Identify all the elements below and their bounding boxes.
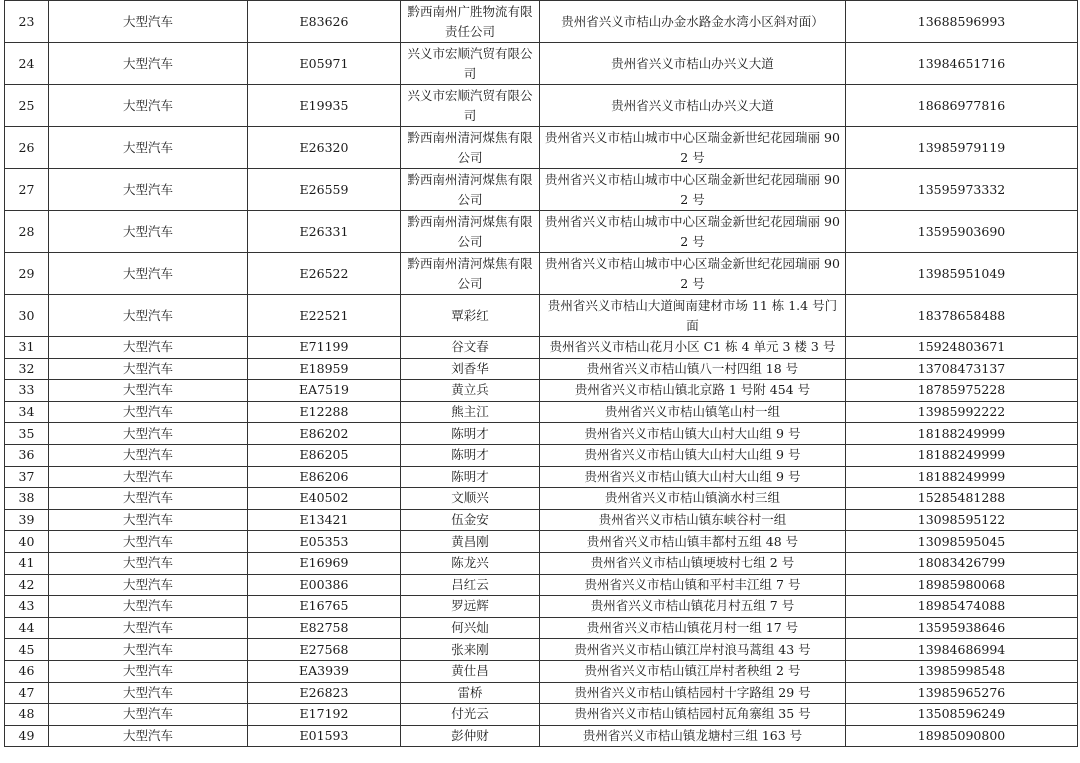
plate-number: E83626 bbox=[248, 1, 401, 43]
vehicle-type: 大型汽车 bbox=[49, 531, 248, 553]
vehicle-type: 大型汽车 bbox=[49, 596, 248, 618]
owner-address: 贵州省兴义市桔山镇八一村四组 18 号 bbox=[540, 358, 846, 380]
owner-name: 黄昌刚 bbox=[401, 531, 540, 553]
vehicle-type: 大型汽车 bbox=[49, 358, 248, 380]
plate-number: E26331 bbox=[248, 211, 401, 253]
phone-number: 18083426799 bbox=[846, 552, 1078, 574]
vehicle-type: 大型汽车 bbox=[49, 552, 248, 574]
row-number: 43 bbox=[5, 596, 49, 618]
owner-address: 贵州省兴义市桔山城市中心区瑞金新世纪花园瑞丽 902 号 bbox=[540, 253, 846, 295]
plate-number: EA3939 bbox=[248, 660, 401, 682]
vehicle-type: 大型汽车 bbox=[49, 488, 248, 510]
row-number: 47 bbox=[5, 682, 49, 704]
vehicle-registry-table bbox=[4, 0, 1078, 747]
row-number: 48 bbox=[5, 704, 49, 726]
owner-address: 贵州省兴义市桔山镇江岸村浪马蒿组 43 号 bbox=[540, 639, 846, 661]
row-number: 23 bbox=[5, 1, 49, 43]
owner-name: 黄立兵 bbox=[401, 380, 540, 402]
table-row bbox=[5, 596, 1078, 618]
row-number: 34 bbox=[5, 401, 49, 423]
plate-number: E22521 bbox=[248, 295, 401, 337]
plate-number: E26320 bbox=[248, 127, 401, 169]
table-row bbox=[5, 617, 1078, 639]
table-row bbox=[5, 660, 1078, 682]
plate-number: E13421 bbox=[248, 509, 401, 531]
plate-number: E17192 bbox=[248, 704, 401, 726]
owner-name: 黄仕昌 bbox=[401, 660, 540, 682]
table-row bbox=[5, 704, 1078, 726]
table-row bbox=[5, 358, 1078, 380]
row-number: 25 bbox=[5, 85, 49, 127]
table-row bbox=[5, 401, 1078, 423]
owner-address: 贵州省兴义市桔山镇埂坡村七组 2 号 bbox=[540, 552, 846, 574]
phone-number: 13708473137 bbox=[846, 358, 1078, 380]
owner-address: 贵州省兴义市桔山办兴义大道 bbox=[540, 43, 846, 85]
plate-number: E27568 bbox=[248, 639, 401, 661]
table-row bbox=[5, 380, 1078, 402]
owner-name: 覃彩红 bbox=[401, 295, 540, 337]
row-number: 38 bbox=[5, 488, 49, 510]
plate-number: E82758 bbox=[248, 617, 401, 639]
vehicle-type: 大型汽车 bbox=[49, 337, 248, 359]
row-number: 46 bbox=[5, 660, 49, 682]
owner-address: 贵州省兴义市桔山镇丰都村五组 48 号 bbox=[540, 531, 846, 553]
vehicle-type: 大型汽车 bbox=[49, 43, 248, 85]
table-body bbox=[5, 1, 1078, 747]
row-number: 29 bbox=[5, 253, 49, 295]
vehicle-type: 大型汽车 bbox=[49, 466, 248, 488]
row-number: 33 bbox=[5, 380, 49, 402]
owner-address: 贵州省兴义市桔山镇大山村大山组 9 号 bbox=[540, 423, 846, 445]
table-row bbox=[5, 639, 1078, 661]
phone-number: 18686977816 bbox=[846, 85, 1078, 127]
plate-number: E86202 bbox=[248, 423, 401, 445]
phone-number: 13508596249 bbox=[846, 704, 1078, 726]
phone-number: 15285481288 bbox=[846, 488, 1078, 510]
row-number: 45 bbox=[5, 639, 49, 661]
table-row bbox=[5, 211, 1078, 253]
owner-name: 陈明才 bbox=[401, 466, 540, 488]
vehicle-type: 大型汽车 bbox=[49, 639, 248, 661]
phone-number: 18188249999 bbox=[846, 466, 1078, 488]
owner-address: 贵州省兴义市桔山城市中心区瑞金新世纪花园瑞丽 902 号 bbox=[540, 211, 846, 253]
table-row bbox=[5, 295, 1078, 337]
phone-number: 18985474088 bbox=[846, 596, 1078, 618]
table-row bbox=[5, 682, 1078, 704]
owner-name: 罗远辉 bbox=[401, 596, 540, 618]
plate-number: E40502 bbox=[248, 488, 401, 510]
table-row bbox=[5, 43, 1078, 85]
owner-address: 贵州省兴义市桔山城市中心区瑞金新世纪花园瑞丽 902 号 bbox=[540, 169, 846, 211]
owner-name: 黔西南州清河煤焦有限公司 bbox=[401, 211, 540, 253]
table-row bbox=[5, 552, 1078, 574]
plate-number: E01593 bbox=[248, 725, 401, 747]
phone-number: 13595938646 bbox=[846, 617, 1078, 639]
vehicle-type: 大型汽车 bbox=[49, 725, 248, 747]
plate-number: E71199 bbox=[248, 337, 401, 359]
phone-number: 18985980068 bbox=[846, 574, 1078, 596]
owner-name: 伍金安 bbox=[401, 509, 540, 531]
plate-number: E18959 bbox=[248, 358, 401, 380]
row-number: 37 bbox=[5, 466, 49, 488]
vehicle-type: 大型汽车 bbox=[49, 380, 248, 402]
vehicle-type: 大型汽车 bbox=[49, 295, 248, 337]
phone-number: 13098595045 bbox=[846, 531, 1078, 553]
phone-number: 18985090800 bbox=[846, 725, 1078, 747]
phone-number: 13098595122 bbox=[846, 509, 1078, 531]
vehicle-type: 大型汽车 bbox=[49, 704, 248, 726]
vehicle-type: 大型汽车 bbox=[49, 423, 248, 445]
table-row bbox=[5, 127, 1078, 169]
phone-number: 13985965276 bbox=[846, 682, 1078, 704]
table-row bbox=[5, 466, 1078, 488]
vehicle-type: 大型汽车 bbox=[49, 127, 248, 169]
phone-number: 18188249999 bbox=[846, 423, 1078, 445]
owner-address: 贵州省兴义市桔山镇花月村五组 7 号 bbox=[540, 596, 846, 618]
vehicle-type: 大型汽车 bbox=[49, 85, 248, 127]
table-row bbox=[5, 1, 1078, 43]
row-number: 44 bbox=[5, 617, 49, 639]
phone-number: 13985951049 bbox=[846, 253, 1078, 295]
plate-number: E19935 bbox=[248, 85, 401, 127]
plate-number: E16765 bbox=[248, 596, 401, 618]
vehicle-type: 大型汽车 bbox=[49, 682, 248, 704]
vehicle-type: 大型汽车 bbox=[49, 169, 248, 211]
phone-number: 13595973332 bbox=[846, 169, 1078, 211]
plate-number: E26823 bbox=[248, 682, 401, 704]
phone-number: 13985979119 bbox=[846, 127, 1078, 169]
owner-name: 兴义市宏顺汽贸有限公司 bbox=[401, 43, 540, 85]
owner-name: 雷桥 bbox=[401, 682, 540, 704]
owner-address: 贵州省兴义市桔山大道闽南建材市场 11 栋 1.4 号门面 bbox=[540, 295, 846, 337]
plate-number: E12288 bbox=[248, 401, 401, 423]
phone-number: 15924803671 bbox=[846, 337, 1078, 359]
row-number: 41 bbox=[5, 552, 49, 574]
owner-name: 黔西南州广胜物流有限责任公司 bbox=[401, 1, 540, 43]
owner-name: 吕红云 bbox=[401, 574, 540, 596]
vehicle-type: 大型汽车 bbox=[49, 253, 248, 295]
phone-number: 13688596993 bbox=[846, 1, 1078, 43]
table-row bbox=[5, 488, 1078, 510]
owner-address: 贵州省兴义市桔山镇龙塘村三组 163 号 bbox=[540, 725, 846, 747]
owner-name: 陈明才 bbox=[401, 423, 540, 445]
phone-number: 13984651716 bbox=[846, 43, 1078, 85]
phone-number: 13985992222 bbox=[846, 401, 1078, 423]
owner-address: 贵州省兴义市桔山镇桔园村十字路组 29 号 bbox=[540, 682, 846, 704]
row-number: 26 bbox=[5, 127, 49, 169]
plate-number: E00386 bbox=[248, 574, 401, 596]
row-number: 36 bbox=[5, 444, 49, 466]
owner-address: 贵州省兴义市桔山花月小区 C1 栋 4 单元 3 楼 3 号 bbox=[540, 337, 846, 359]
owner-address: 贵州省兴义市桔山镇桔园村瓦角寨组 35 号 bbox=[540, 704, 846, 726]
owner-name: 文顺兴 bbox=[401, 488, 540, 510]
owner-name: 陈龙兴 bbox=[401, 552, 540, 574]
owner-name: 何兴灿 bbox=[401, 617, 540, 639]
table-row bbox=[5, 423, 1078, 445]
vehicle-type: 大型汽车 bbox=[49, 211, 248, 253]
table-row bbox=[5, 574, 1078, 596]
plate-number: EA7519 bbox=[248, 380, 401, 402]
row-number: 49 bbox=[5, 725, 49, 747]
owner-name: 熊主江 bbox=[401, 401, 540, 423]
owner-address: 贵州省兴义市桔山镇大山村大山组 9 号 bbox=[540, 466, 846, 488]
row-number: 39 bbox=[5, 509, 49, 531]
owner-name: 陈明才 bbox=[401, 444, 540, 466]
owner-name: 黔西南州清河煤焦有限公司 bbox=[401, 127, 540, 169]
phone-number: 18188249999 bbox=[846, 444, 1078, 466]
vehicle-type: 大型汽车 bbox=[49, 574, 248, 596]
owner-name: 张来刚 bbox=[401, 639, 540, 661]
row-number: 27 bbox=[5, 169, 49, 211]
plate-number: E05971 bbox=[248, 43, 401, 85]
table-row bbox=[5, 444, 1078, 466]
owner-address: 贵州省兴义市桔山镇东峡谷村一组 bbox=[540, 509, 846, 531]
phone-number: 13984686994 bbox=[846, 639, 1078, 661]
phone-number: 13985998548 bbox=[846, 660, 1078, 682]
owner-address: 贵州省兴义市桔山镇笔山村一组 bbox=[540, 401, 846, 423]
plate-number: E26559 bbox=[248, 169, 401, 211]
owner-address: 贵州省兴义市桔山镇滴水村三组 bbox=[540, 488, 846, 510]
table-row bbox=[5, 509, 1078, 531]
plate-number: E26522 bbox=[248, 253, 401, 295]
table-row bbox=[5, 725, 1078, 747]
table-row bbox=[5, 337, 1078, 359]
owner-name: 付光云 bbox=[401, 704, 540, 726]
vehicle-type: 大型汽车 bbox=[49, 509, 248, 531]
plate-number: E16969 bbox=[248, 552, 401, 574]
vehicle-type: 大型汽车 bbox=[49, 617, 248, 639]
owner-address: 贵州省兴义市桔山办兴义大道 bbox=[540, 85, 846, 127]
vehicle-type: 大型汽车 bbox=[49, 444, 248, 466]
table-row bbox=[5, 531, 1078, 553]
owner-name: 谷文春 bbox=[401, 337, 540, 359]
vehicle-type: 大型汽车 bbox=[49, 660, 248, 682]
owner-name: 黔西南州清河煤焦有限公司 bbox=[401, 253, 540, 295]
plate-number: E05353 bbox=[248, 531, 401, 553]
row-number: 31 bbox=[5, 337, 49, 359]
table-row bbox=[5, 253, 1078, 295]
vehicle-type: 大型汽车 bbox=[49, 401, 248, 423]
row-number: 35 bbox=[5, 423, 49, 445]
vehicle-type: 大型汽车 bbox=[49, 1, 248, 43]
row-number: 32 bbox=[5, 358, 49, 380]
owner-address: 贵州省兴义市桔山办金水路金水湾小区斜对面） bbox=[540, 1, 846, 43]
phone-number: 18785975228 bbox=[846, 380, 1078, 402]
phone-number: 18378658488 bbox=[846, 295, 1078, 337]
row-number: 42 bbox=[5, 574, 49, 596]
row-number: 28 bbox=[5, 211, 49, 253]
table-row bbox=[5, 85, 1078, 127]
plate-number: E86206 bbox=[248, 466, 401, 488]
owner-name: 黔西南州清河煤焦有限公司 bbox=[401, 169, 540, 211]
row-number: 30 bbox=[5, 295, 49, 337]
plate-number: E86205 bbox=[248, 444, 401, 466]
table-row bbox=[5, 169, 1078, 211]
owner-address: 贵州省兴义市桔山城市中心区瑞金新世纪花园瑞丽 902 号 bbox=[540, 127, 846, 169]
owner-address: 贵州省兴义市桔山镇花月村一组 17 号 bbox=[540, 617, 846, 639]
owner-address: 贵州省兴义市桔山镇和平村丰江组 7 号 bbox=[540, 574, 846, 596]
owner-name: 彭仲财 bbox=[401, 725, 540, 747]
owner-address: 贵州省兴义市桔山镇北京路 1 号附 454 号 bbox=[540, 380, 846, 402]
row-number: 40 bbox=[5, 531, 49, 553]
owner-address: 贵州省兴义市桔山镇江岸村者秧组 2 号 bbox=[540, 660, 846, 682]
owner-name: 刘香华 bbox=[401, 358, 540, 380]
owner-address: 贵州省兴义市桔山镇大山村大山组 9 号 bbox=[540, 444, 846, 466]
phone-number: 13595903690 bbox=[846, 211, 1078, 253]
owner-name: 兴义市宏顺汽贸有限公司 bbox=[401, 85, 540, 127]
row-number: 24 bbox=[5, 43, 49, 85]
